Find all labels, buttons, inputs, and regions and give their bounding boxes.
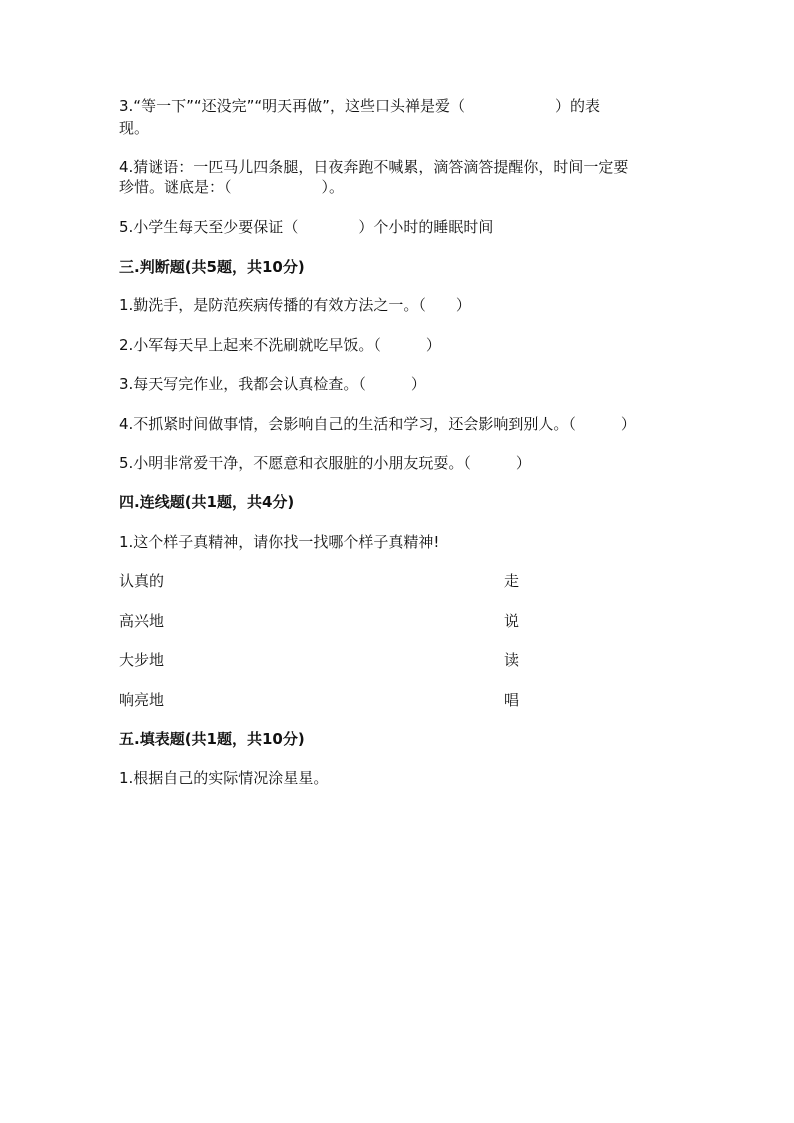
- judge-question-3: 3.每天写完作业，我都会认真检查。（ ）: [119, 375, 426, 393]
- fill-question-4-line1: 4.猜谜语：一匹马儿四条腿，日夜奔跑不喊累，滴答滴答提醒你，时间一定要: [119, 158, 629, 176]
- match-left-item: 高兴地: [119, 612, 165, 630]
- judge-question-4: 4.不抓紧时间做事情，会影响自己的生活和学习，还会影响到别人。（ ）: [119, 415, 636, 433]
- match-left-item: 大步地: [119, 651, 165, 669]
- match-right-item: 读: [504, 651, 520, 669]
- match-left-item: 响亮地: [119, 691, 165, 709]
- fill-question-3-line2: 现。: [119, 119, 150, 137]
- match-right-item: 唱: [504, 691, 520, 709]
- judge-question-1: 1.勤洗手，是防范疾病传播的有效方法之一。（ ）: [119, 296, 471, 314]
- match-right-item: 走: [504, 572, 520, 590]
- judge-question-2: 2.小军每天早上起来不洗刷就吃早饭。（ ）: [119, 336, 441, 354]
- match-left-item: 认真的: [119, 572, 165, 590]
- section-heading-match: 四.连线题(共1题，共4分): [119, 493, 295, 511]
- table-question-1: 1.根据自己的实际情况涂星星。: [119, 769, 329, 787]
- match-question-1: 1.这个样子真精神，请你找一找哪个样子真精神!: [119, 533, 440, 551]
- fill-question-4-line2: 珍惜。谜底是：（ ）。: [119, 178, 345, 196]
- judge-question-5: 5.小明非常爱干净，不愿意和衣服脏的小朋友玩耍。（ ）: [119, 454, 531, 472]
- section-heading-judge: 三.判断题(共5题，共10分): [119, 258, 305, 276]
- fill-question-5: 5.小学生每天至少要保证（ ）个小时的睡眠时间: [119, 218, 494, 236]
- match-right-item: 说: [504, 612, 520, 630]
- fill-question-3-line1: 3.“等一下”“还没完”“明天再做”，这些口头禅是爱（ ）的表: [119, 97, 600, 115]
- section-heading-table: 五.填表题(共1题，共10分): [119, 730, 305, 748]
